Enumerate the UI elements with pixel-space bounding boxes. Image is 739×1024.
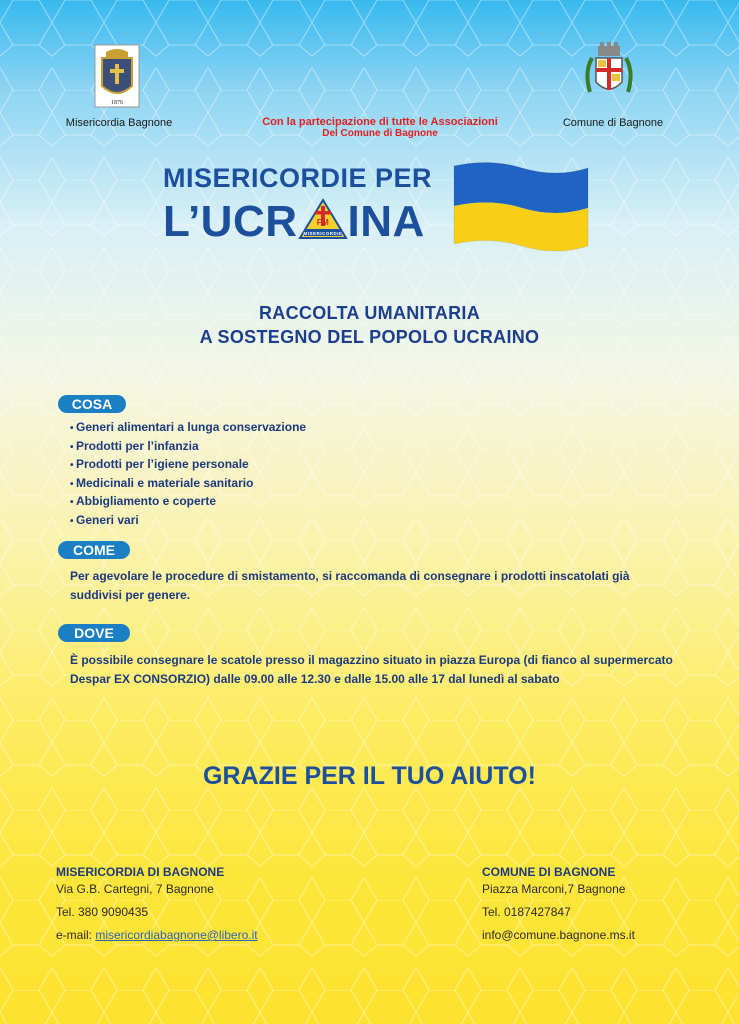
come-label: COME <box>58 541 130 559</box>
cosa-label: COSA <box>58 395 126 413</box>
bullet-icon: • <box>70 515 74 527</box>
comune-crest-icon <box>584 42 634 108</box>
footer-left-email-row <box>56 927 336 944</box>
svg-text:MISERICORDIE: MISERICORDIE <box>302 231 343 236</box>
list-item: • Prodotti per l’igiene personale <box>70 456 306 475</box>
title-ina: INA <box>347 197 425 246</box>
list-item: • Abbigliamento e coperte <box>70 493 306 512</box>
left-logo-label: Misericordia Bagnone <box>65 117 173 129</box>
footer-left-email-link[interactable]: misericordiabagnone@libero.it <box>95 928 258 942</box>
dove-label: DOVE <box>58 624 130 642</box>
footer-left-email-label: e-mail: <box>56 928 96 942</box>
list-item: • Generi alimentari a lunga conservazione <box>70 419 306 438</box>
ukraine-flag-icon <box>450 160 592 252</box>
bullet-icon: • <box>70 478 74 490</box>
list-item: • Prodotti per l’infanzia <box>70 438 306 457</box>
bullet-icon: • <box>70 460 74 471</box>
footer-right-email[interactable]: info@comune.bagnone.ms.it <box>482 928 635 942</box>
bullet-icon: • <box>70 497 74 508</box>
right-logo-label: Comune di Bagnone <box>562 117 664 129</box>
footer-left-name: MISERICORDIA DI BAGNONE <box>56 865 225 879</box>
header-line-1: Con la partecipazione di tutte le Associazioni <box>262 116 498 128</box>
misericordie-emblem <box>298 198 348 238</box>
bullet-icon: • <box>70 423 74 434</box>
svg-text:FM: FM <box>316 218 329 227</box>
list-item: • Generi vari <box>70 512 306 531</box>
svg-text:1876: 1876 <box>111 100 123 106</box>
bullet-icon: • <box>70 441 74 453</box>
dove-text: È possibile consegnare le scatole presso il magazzino situato in piazza Europa (di fianco al supermercato Despar EX CONSORZIO) dalle 09.00 alle 12.30 e dalle 15.00 alle 17 dal lunedì al sabato <box>70 653 673 686</box>
title-line-2 <box>163 197 425 247</box>
subtitle-line-1: RACCOLTA UMANITARIA <box>259 303 480 323</box>
title-line-1: MISERICORDIE PER <box>163 163 433 193</box>
subtitle-line-2: A SOSTEGNO DEL POPOLO UCRAINO <box>199 327 540 347</box>
list-item: • Medicinali e materiale sanitario <box>70 475 306 494</box>
footer-left-address: Via G.B. Cartegni, 7 Bagnone <box>56 882 214 896</box>
thanks-message: GRAZIE PER IL TUO AIUTO! <box>203 762 536 790</box>
footer-right-name: COMUNE DI BAGNONE <box>482 865 616 879</box>
footer-right-tel: Tel. 0187427847 <box>482 905 571 919</box>
misericordia-crest-icon <box>94 44 140 108</box>
header-line-2: Del Comune di Bagnone <box>322 128 438 139</box>
come-text: Per agevolare le procedure di smistamento, si raccomanda di consegnare i prodotti inscatolati già suddivisi per genere. <box>70 569 630 602</box>
comune-logo <box>584 42 634 108</box>
footer-left-tel: Tel. 380 9090435 <box>56 905 149 919</box>
misericordia-logo <box>94 44 140 108</box>
footer-right <box>482 864 702 944</box>
footer-left <box>56 864 336 944</box>
cosa-list <box>70 419 306 530</box>
header-participation <box>210 116 550 139</box>
title-ucr: L’UCR <box>163 197 298 246</box>
footer-right-address: Piazza Marconi,7 Bagnone <box>482 882 626 896</box>
misericordie-emblem-icon <box>298 198 348 240</box>
